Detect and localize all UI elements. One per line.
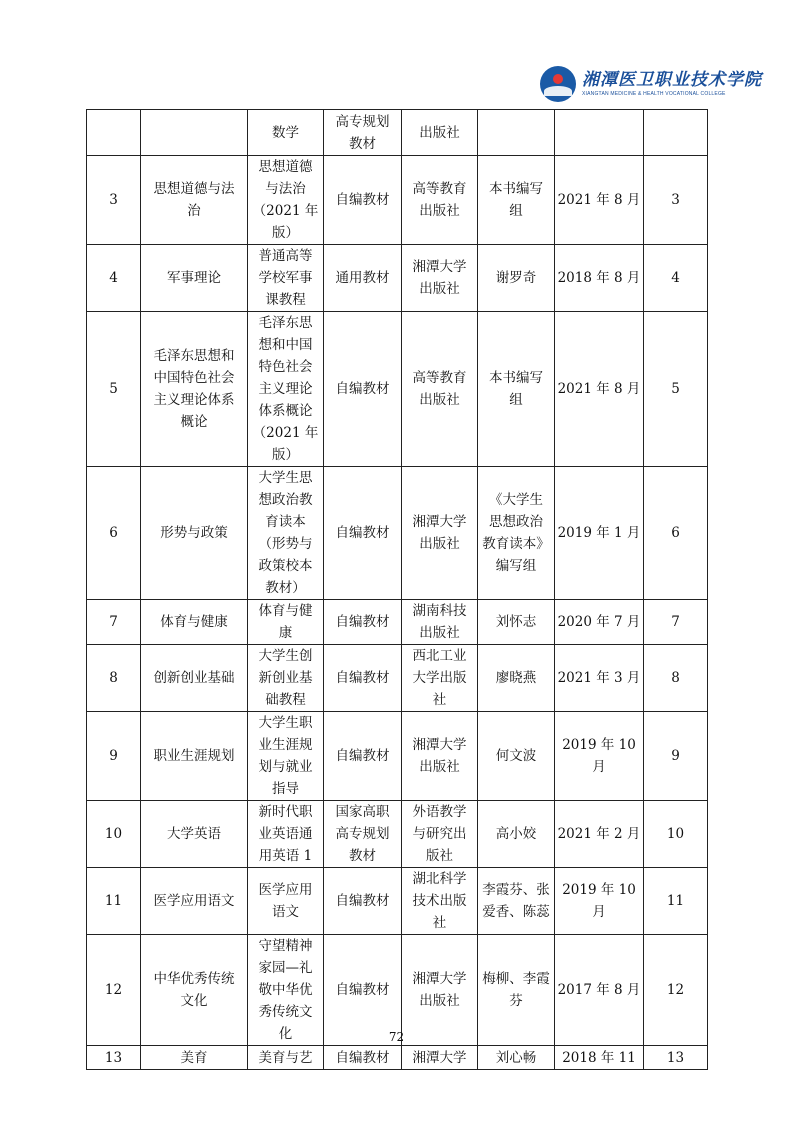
textbook-title-cell: 美育与艺 [248, 1046, 324, 1070]
textbook-title-cell: 大学生创 新创业基 础教程 [248, 645, 324, 712]
textbook-type-cell: 国家高职 高专规划 教材 [324, 801, 402, 868]
author-cell: 刘怀志 [478, 600, 555, 645]
sequence-number-cell: 7 [644, 600, 708, 645]
table-row [87, 600, 708, 645]
course-name-cell: 医学应用语文 [141, 868, 248, 935]
college-emblem-icon [540, 66, 576, 102]
row-number-cell [87, 110, 141, 156]
textbook-type-cell: 自编教材 [324, 1046, 402, 1070]
sequence-number-cell: 10 [644, 801, 708, 868]
course-name-cell: 职业生涯规划 [141, 712, 248, 801]
publisher-cell: 外语教学 与研究出 版社 [402, 801, 478, 868]
publisher-cell: 湘潭大学 出版社 [402, 712, 478, 801]
row-number-cell: 8 [87, 645, 141, 712]
textbook-type-cell: 自编教材 [324, 935, 402, 1046]
publish-date-cell: 2020 年 7 月 [555, 600, 644, 645]
textbook-table [86, 109, 708, 1070]
publisher-cell: 高等教育 出版社 [402, 312, 478, 467]
publisher-cell: 高等教育 出版社 [402, 156, 478, 245]
sequence-number-cell: 11 [644, 868, 708, 935]
logo-english-name: XIANGTAN MEDICINE & HEALTH VOCATIONAL COLLEGE [582, 90, 726, 97]
publisher-cell: 湖北科学 技术出版 社 [402, 868, 478, 935]
table-row [87, 110, 708, 156]
author-cell: 梅柳、李霞 芬 [478, 935, 555, 1046]
textbook-title-cell: 数学 [248, 110, 324, 156]
textbook-type-cell: 高专规划 教材 [324, 110, 402, 156]
row-number-cell: 13 [87, 1046, 141, 1070]
course-name-cell: 创新创业基础 [141, 645, 248, 712]
author-cell: 何文波 [478, 712, 555, 801]
publisher-cell: 湘潭大学 出版社 [402, 935, 478, 1046]
row-number-cell: 10 [87, 801, 141, 868]
textbook-title-cell: 毛泽东思 想和中国 特色社会 主义理论 体系概论 （2021 年 版） [248, 312, 324, 467]
author-cell: 廖晓燕 [478, 645, 555, 712]
row-number-cell: 6 [87, 467, 141, 600]
course-name-cell: 军事理论 [141, 245, 248, 312]
textbook-title-cell: 普通高等 学校军事 课教程 [248, 245, 324, 312]
course-name-cell: 形势与政策 [141, 467, 248, 600]
sequence-number-cell: 13 [644, 1046, 708, 1070]
publisher-cell: 西北工业 大学出版 社 [402, 645, 478, 712]
textbook-title-cell: 大学生思 想政治教 育读本 （形势与 政策校本 教材） [248, 467, 324, 600]
publish-date-cell: 2021 年 2 月 [555, 801, 644, 868]
sequence-number-cell: 5 [644, 312, 708, 467]
publish-date-cell: 2019 年 10 月 [555, 712, 644, 801]
textbook-type-cell: 自编教材 [324, 645, 402, 712]
textbook-type-cell: 自编教材 [324, 312, 402, 467]
table-row [87, 156, 708, 245]
table-row [87, 312, 708, 467]
table-row [87, 245, 708, 312]
textbook-type-cell: 自编教材 [324, 600, 402, 645]
publisher-cell: 湘潭大学 [402, 1046, 478, 1070]
publish-date-cell: 2021 年 8 月 [555, 156, 644, 245]
publisher-cell: 湘潭大学 出版社 [402, 245, 478, 312]
publisher-cell: 湘潭大学 出版社 [402, 467, 478, 600]
textbook-type-cell: 自编教材 [324, 712, 402, 801]
publish-date-cell: 2021 年 3 月 [555, 645, 644, 712]
table-row [87, 935, 708, 1046]
author-cell: 刘心畅 [478, 1046, 555, 1070]
table-row [87, 467, 708, 600]
publisher-cell: 湖南科技 出版社 [402, 600, 478, 645]
course-name-cell: 思想道德与法 治 [141, 156, 248, 245]
author-cell: 本书编写 组 [478, 312, 555, 467]
table-row [87, 868, 708, 935]
course-name-cell: 美育 [141, 1046, 248, 1070]
course-name-cell: 体育与健康 [141, 600, 248, 645]
row-number-cell: 3 [87, 156, 141, 245]
row-number-cell: 4 [87, 245, 141, 312]
textbook-type-cell: 自编教材 [324, 467, 402, 600]
publish-date-cell: 2018 年 8 月 [555, 245, 644, 312]
row-number-cell: 12 [87, 935, 141, 1046]
sequence-number-cell [644, 110, 708, 156]
table-row [87, 801, 708, 868]
textbook-type-cell: 通用教材 [324, 245, 402, 312]
publish-date-cell: 2017 年 8 月 [555, 935, 644, 1046]
sequence-number-cell: 12 [644, 935, 708, 1046]
publish-date-cell: 2019 年 10 月 [555, 868, 644, 935]
sequence-number-cell: 8 [644, 645, 708, 712]
row-number-cell: 11 [87, 868, 141, 935]
sequence-number-cell: 6 [644, 467, 708, 600]
textbook-title-cell: 新时代职 业英语通 用英语 1 [248, 801, 324, 868]
course-name-cell: 大学英语 [141, 801, 248, 868]
publish-date-cell: 2019 年 1 月 [555, 467, 644, 600]
author-cell: 谢罗奇 [478, 245, 555, 312]
author-cell: 高小姣 [478, 801, 555, 868]
textbook-type-cell: 自编教材 [324, 156, 402, 245]
author-cell: 本书编写 组 [478, 156, 555, 245]
row-number-cell: 5 [87, 312, 141, 467]
table-row [87, 645, 708, 712]
page-number: 72 [388, 1030, 405, 1044]
textbook-title-cell: 大学生职 业生涯规 划与就业 指导 [248, 712, 324, 801]
row-number-cell: 7 [87, 600, 141, 645]
college-logo [540, 66, 762, 102]
textbook-title-cell: 守望精神 家园—礼 敬中华优 秀传统文 化 [248, 935, 324, 1046]
author-cell: 《大学生 思想政治 教育读本》 编写组 [478, 467, 555, 600]
row-number-cell: 9 [87, 712, 141, 801]
publish-date-cell: 2018 年 11 [555, 1046, 644, 1070]
textbook-title-cell: 体育与健 康 [248, 600, 324, 645]
course-name-cell: 中华优秀传统 文化 [141, 935, 248, 1046]
publish-date-cell: 2021 年 8 月 [555, 312, 644, 467]
author-cell: 李霞芬、张 爱香、陈蕊 [478, 868, 555, 935]
table-row [87, 1046, 708, 1070]
sequence-number-cell: 9 [644, 712, 708, 801]
sequence-number-cell: 4 [644, 245, 708, 312]
table-row [87, 712, 708, 801]
author-cell [478, 110, 555, 156]
textbook-title-cell: 思想道德 与法治 （2021 年 版） [248, 156, 324, 245]
textbook-title-cell: 医学应用 语文 [248, 868, 324, 935]
logo-chinese-name: 湘潭医卫职业技术学院 [582, 69, 762, 90]
publish-date-cell [555, 110, 644, 156]
textbook-type-cell: 自编教材 [324, 868, 402, 935]
course-name-cell [141, 110, 248, 156]
course-name-cell: 毛泽东思想和 中国特色社会 主义理论体系 概论 [141, 312, 248, 467]
publisher-cell: 出版社 [402, 110, 478, 156]
sequence-number-cell: 3 [644, 156, 708, 245]
